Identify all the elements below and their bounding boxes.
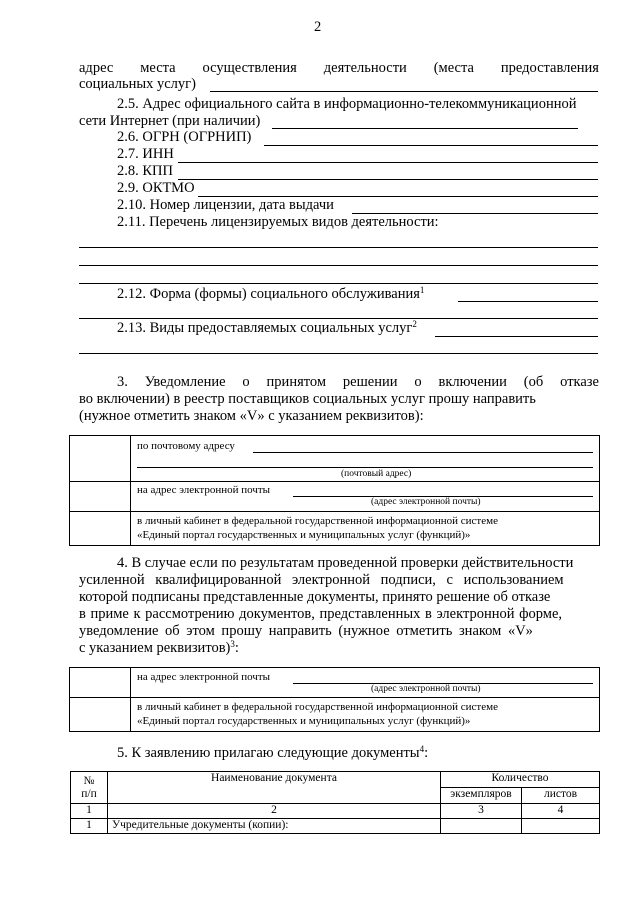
postal-address-field[interactable] — [253, 452, 593, 453]
page-number: 2 — [314, 19, 322, 35]
email-option-cell — [131, 482, 600, 512]
section4-delivery-table — [69, 667, 600, 732]
email-label: на адрес электронной почты — [137, 484, 271, 496]
section4-line2: усиленной квалифицированной электронной подписи, с использованием — [79, 572, 564, 588]
s4-email-hint: (адрес электронной почты) — [371, 684, 481, 694]
section3-delivery-table — [69, 435, 600, 546]
col-num-line1: № — [83, 774, 95, 787]
col-name-header: Наименование документа — [108, 772, 441, 804]
section4-line5: уведомление об этом прошу направить (нужное отметить знаком «V» — [79, 623, 533, 639]
section3-line1-word: принятом — [266, 374, 327, 390]
ogrn-field[interactable] — [264, 145, 598, 146]
cabinet-line1: в личный кабинет в федеральной государственной информационной системе — [137, 515, 498, 527]
section3-line1-word: 3. — [117, 374, 128, 390]
line1-word: деятельности — [323, 60, 407, 76]
table-row — [71, 819, 600, 834]
s4-cabinet-line2: «Единый портал государственных и муниципальных услуг (функций)» — [137, 715, 471, 727]
line1-word: места — [140, 60, 176, 76]
licensed-activities-field-1[interactable] — [79, 247, 598, 248]
email-checkbox-cell[interactable] — [70, 482, 131, 512]
website-field[interactable] — [272, 128, 578, 129]
row-num: 1 — [71, 819, 108, 834]
oktmo-label: 2.9. ОКТМО — [117, 180, 195, 196]
s4-cabinet-option-cell — [131, 698, 600, 732]
row-sheets[interactable] — [522, 819, 600, 834]
col-num-header — [71, 772, 108, 804]
section4-line1: 4. В случае если по результатам проведенной проверки действительности — [117, 555, 574, 571]
index-cell-2: 2 — [108, 804, 441, 819]
section3-line1-word: о — [414, 374, 422, 390]
cabinet-line2: «Единый портал государственных и муниципальных услуг (функций)» — [137, 529, 471, 541]
inn-label: 2.7. ИНН — [117, 146, 174, 162]
line1-word: осуществления — [202, 60, 297, 76]
service-form-field[interactable] — [458, 301, 598, 302]
documents-table — [70, 771, 600, 834]
postal-option-cell — [131, 436, 600, 482]
kpp-label: 2.8. КПП — [117, 163, 173, 179]
s4-email-checkbox-cell[interactable] — [70, 668, 131, 698]
kpp-field[interactable] — [178, 179, 598, 180]
line1-word: адрес — [79, 60, 114, 76]
cabinet-option-cell — [131, 512, 600, 546]
section3-line2: во включении) в реестр поставщиков социальных услуг прошу направить — [79, 391, 536, 407]
section3-line1-word: о — [242, 374, 250, 390]
service-types-field-2[interactable] — [79, 353, 598, 354]
license-label: 2.10. Номер лицензии, дата выдачи — [117, 197, 334, 213]
website-label: 2.5. Адрес официального сайта в информационно-телекоммуникационной — [117, 96, 577, 112]
service-form-label: 2.12. Форма (формы) социального обслуживания$^1$ — [117, 285, 425, 302]
section3-line1 — [117, 374, 599, 391]
s4-email-option-cell — [131, 668, 600, 698]
service-form-field-2[interactable] — [79, 318, 598, 319]
s4-email-label: на адрес электронной почты — [137, 671, 271, 683]
licensed-activities-field-2[interactable] — [79, 265, 598, 266]
section5-heading: 5. К заявлению прилагаю следующие документы$^4$: — [117, 744, 429, 761]
section3-line1-word: решении — [342, 374, 398, 390]
col-sheets-header: листов — [522, 788, 600, 804]
col-qty-header: Количество — [441, 772, 600, 788]
index-cell-4: 4 — [522, 804, 600, 819]
section4-line6: с указанием реквизитов)$^3$: — [79, 639, 239, 656]
service-types-label: 2.13. Виды предоставляемых социальных услуг$^2$ — [117, 319, 417, 336]
index-cell-3: 3 — [441, 804, 522, 819]
ogrn-label: 2.6. ОГРН (ОГРНИП) — [117, 129, 252, 145]
licensed-activities-label: 2.11. Перечень лицензируемых видов деятельности: — [117, 214, 439, 230]
line1-word: (места — [433, 60, 474, 76]
col-copies-header: экземпляров — [441, 788, 522, 804]
address-activity-line — [79, 60, 599, 77]
cabinet-checkbox-cell[interactable] — [70, 512, 131, 546]
postal-checkbox-cell[interactable] — [70, 436, 131, 482]
website-label-cont: сети Интернет (при наличии) — [79, 113, 261, 129]
service-types-field[interactable] — [435, 336, 598, 337]
line1-word: предоставления — [500, 60, 599, 76]
s4-cabinet-line1: в личный кабинет в федеральной государственной информационной системе — [137, 701, 498, 713]
section4-line3: которой подписаны представленные документы, принято решение об отказе — [79, 589, 551, 605]
postal-label: по почтовому адресу — [137, 440, 235, 452]
index-cell-1: 1 — [71, 804, 108, 819]
s4-cabinet-checkbox-cell[interactable] — [70, 698, 131, 732]
postal-address-field-2[interactable] — [137, 467, 593, 468]
section3-line1-word: отказе — [560, 374, 599, 390]
licensed-activities-field-3[interactable] — [79, 283, 598, 284]
email-hint: (адрес электронной почты) — [371, 497, 481, 507]
section3-line1-word: включении — [438, 374, 507, 390]
section3-line1-word: (об — [523, 374, 544, 390]
social-services-address-field[interactable] — [210, 91, 598, 92]
social-services-address-label: социальных услуг) — [79, 76, 196, 92]
section3-line1-word: Уведомление — [144, 374, 226, 390]
section3-line3: (нужное отметить знаком «V» с указанием реквизитов): — [79, 408, 424, 424]
row-copies[interactable] — [441, 819, 522, 834]
section4-line4: в приме к рассмотрению документов, представленных в электронной форме, — [79, 606, 563, 622]
inn-field[interactable] — [178, 162, 598, 163]
col-num-line2: п/п — [81, 787, 97, 800]
row-name: Учредительные документы (копии): — [108, 819, 441, 834]
postal-hint: (почтовый адрес) — [341, 469, 412, 479]
